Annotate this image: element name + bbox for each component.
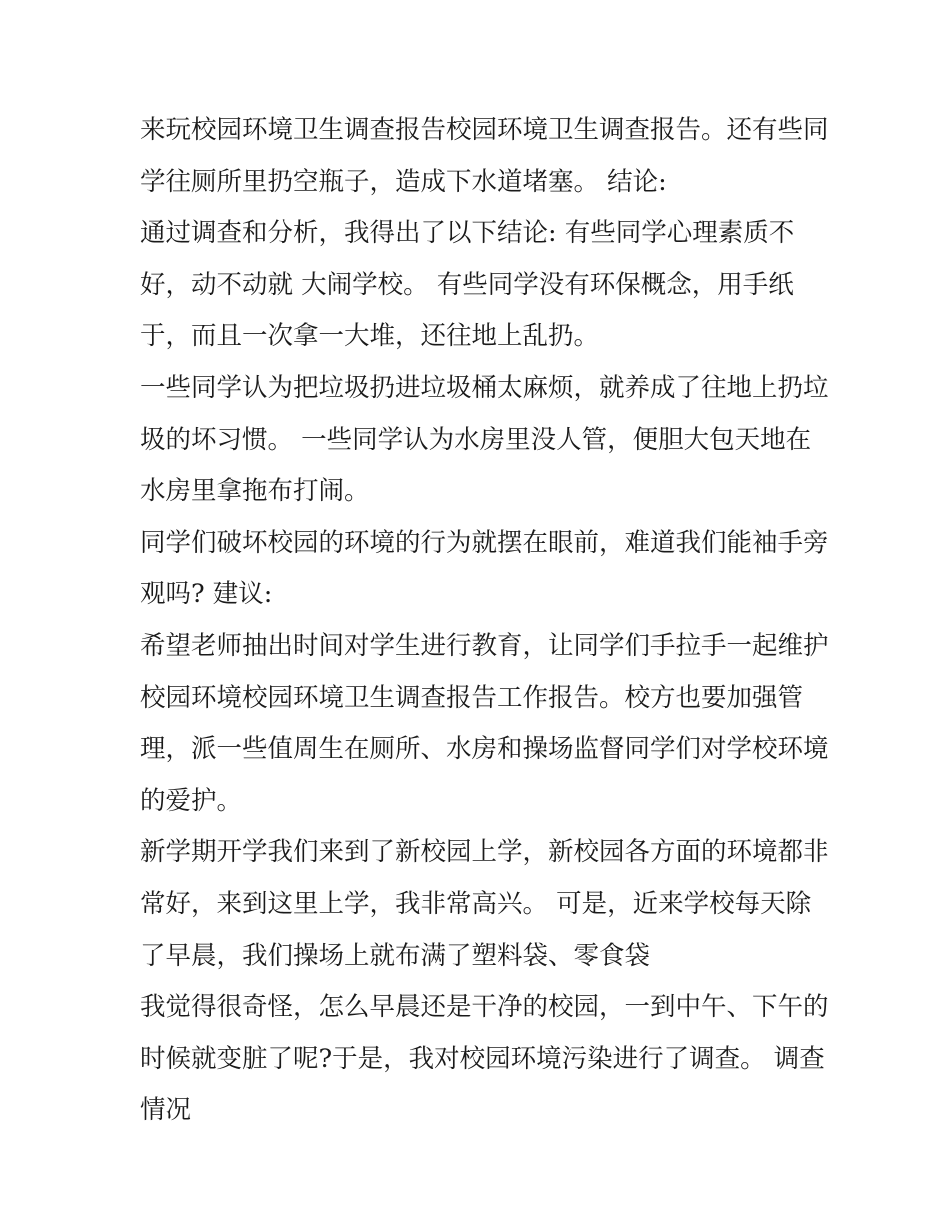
text-line: 同学们破坏校园的环境的行为就摆在眼前，难道我们能袖手旁 [140,527,829,558]
text-line: 来玩校园环境卫生调查报告校园环境卫生调查报告。还有些同 [140,115,829,145]
text-line: 新学期开学我们来到了新校园上学，新校园各方面的环境都非 [140,837,829,868]
text-line: 校园环境校园环境卫生调查报告工作报告。校方也要加强管 [140,682,804,713]
text-line: 我觉得很奇怪，怎么早晨还是干净的校园，一到中午、下午的 [140,992,829,1023]
text-line: 圾的坏习惯。 一些同学认为水房里没人管，便胆大包天地在 [140,424,812,455]
text-line: 学往厕所里扔空瓶子，造成下水道堵塞。 结论: [140,166,667,197]
text-line: 水房里拿拖布打闹。 [140,476,370,507]
text-line: 好，动不动就 大闹学校。 有些同学没有环保概念，用手纸 [140,269,794,300]
text-line: 时候就变脏了呢?于是，我对校园环境污染进行了调查。 调查 [140,1043,825,1074]
text-line: 情况 [140,1095,192,1126]
text-line: 理，派一些值周生在厕所、水房和操场监督同学们对学校环境 [140,734,829,765]
text-line: 的爱护。 [140,785,243,816]
text-line: 了早晨，我们操场上就布满了塑料袋、零食袋 [140,940,651,971]
text-line: 通过调查和分析，我得出了以下结论: 有些同学心理素质不 [140,218,795,249]
document-body [140,105,829,1137]
text-line: 常好，来到这里上学，我非常高兴。 可是，近来学校每天除 [140,888,812,919]
text-line: 希望老师抽出时间对学生进行教育，让同学们手拉手一起维护 [140,630,829,661]
text-line: 观吗? 建议: [140,579,273,610]
text-line: 于，而且一次拿一大堆，还往地上乱扔。 [140,321,600,352]
text-line: 一些同学认为把垃圾扔进垃圾桶太麻烦，就养成了往地上扔垃 [140,372,829,403]
